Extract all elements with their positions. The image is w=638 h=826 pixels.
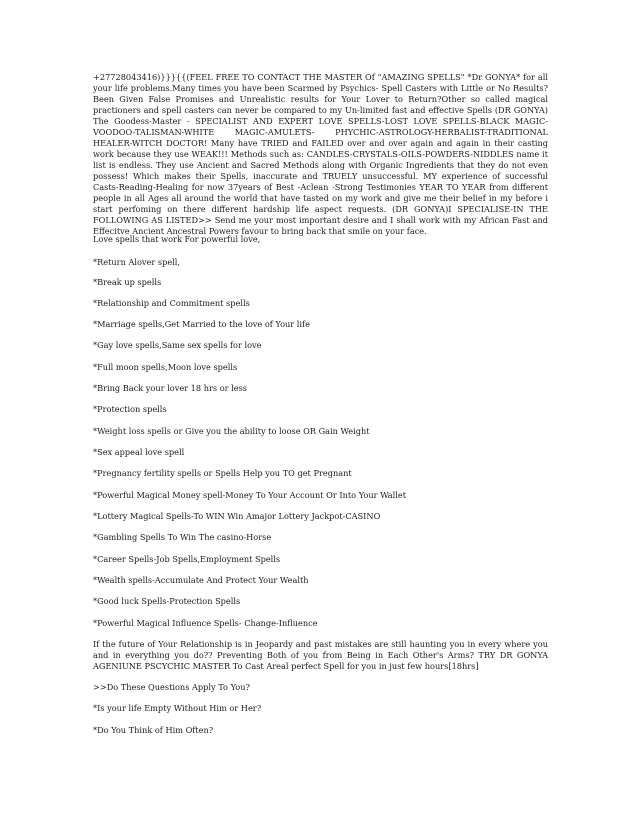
- list-item: *Protection spells: [93, 404, 167, 414]
- list-item: *Career Spells-Job Spells,Employment Spells: [93, 554, 281, 564]
- list-item: *Marriage spells,Get Married to the love of Your life: [93, 319, 310, 329]
- list-item: *Do You Think of Him Often?: [93, 725, 214, 735]
- intro-paragraph: +27728043416)}}}{{(FEEL FREE TO CONTACT THE MASTER Of "AMAZING SPELLS" *Dr GONYA* for all your life problems.Many times you have been Scarmed by Psychics- Spell Casters with Little or No Results? Been Given False Promises and Unrealistic results for Your Lover to Return?Other so called magical practioners and spell casters can never be compared to my Un-limited fast and effective Spells (DR GONYA) The Goodess-Master - SPECIALIST AND EXPERT LOVE SPELLS-LOST LOVE SPELLS-BLACK MAGIC-VOODOO-TALISMAN-WHITE MAGIC-AMULETS- PHYCHIC-ASTROLOGY-HERBALIST-TRADITIONAL HEALER-WITCH DOCTOR! Many have TRIED and FAILED over and over again and again in their casting work because they use WEAK!!! Methods such as: CANDLES-CRYSTALS-OILS-POWDERS-NIDDLES name it list is endless. They use Ancient and Sacred Methods along with Organic Ingredients that they do not even possess! Which makes their Spells, inaccurate and TRUELY unsuccessful. MY experience of successful Casts-Reading-Healing for now 37years of Best -Aclean -Strong Testimonies YEAR TO YEAR from different people in all Ages all around the world that have tasted on my work and give me their belief in my before i start perfoming on there different hardship life aspect requests. (DR GONYA)I SPECIALISE-IN THE FOLLOWING AS LISTED>> Send me your most important desire and I shall work with my African Fast and Effecitve Ancient Ancestral Powers favour to bring back that smile on your face.: [93, 72, 548, 236]
- list-item: *Weight loss spells or Give you the ability to loose OR Gain Weight: [93, 426, 370, 436]
- list-item: *Lottery Magical Spells-To WIN Win Amajor Lottery Jackpot-CASINO: [93, 511, 381, 521]
- list-item: Love spells that work For powerful love,: [93, 234, 261, 244]
- list-item: >>Do These Questions Apply To You?: [93, 682, 250, 692]
- list-item: *Gambling Spells To Win The casino-Horse: [93, 532, 272, 542]
- list-item: *Break up spells: [93, 277, 162, 287]
- list-item: *Bring Back your lover 18 hrs or less: [93, 383, 248, 393]
- list-item: *Relationship and Commitment spells: [93, 298, 250, 308]
- list-item: *Sex appeal love spell: [93, 447, 185, 457]
- list-item: *Powerful Magical Influence Spells- Change-Influence: [93, 618, 318, 628]
- list-item: *Pregnancy fertility spells or Spells Help you TO get Pregnant: [93, 468, 352, 478]
- list-item: *Wealth spells-Accumulate And Protect Your Wealth: [93, 575, 309, 585]
- list-item: *Full moon spells,Moon love spells: [93, 362, 238, 372]
- list-item: *Is your life Empty Without Him or Her?: [93, 703, 262, 713]
- list-item: *Gay love spells,Same sex spells for love: [93, 340, 262, 350]
- list-item: *Good luck Spells-Protection Spells: [93, 596, 241, 606]
- document-body: [93, 72, 548, 736]
- list-item: *Return Alover spell,: [93, 257, 181, 267]
- closing-paragraph: If the future of Your Relationship is in Jeopardy and past mistakes are still haunting you in every where you and in everything you do?? Preventing Both of you from Being in Each Other's Arms? TRY DR GONYA AGENIUNE PSCYCHIC MASTER To Cast Areal perfect Spell for you in just few hours[18hrs]: [93, 639, 548, 671]
- list-item: *Powerful Magical Money spell-Money To Your Account Or Into Your Wallet: [93, 490, 407, 500]
